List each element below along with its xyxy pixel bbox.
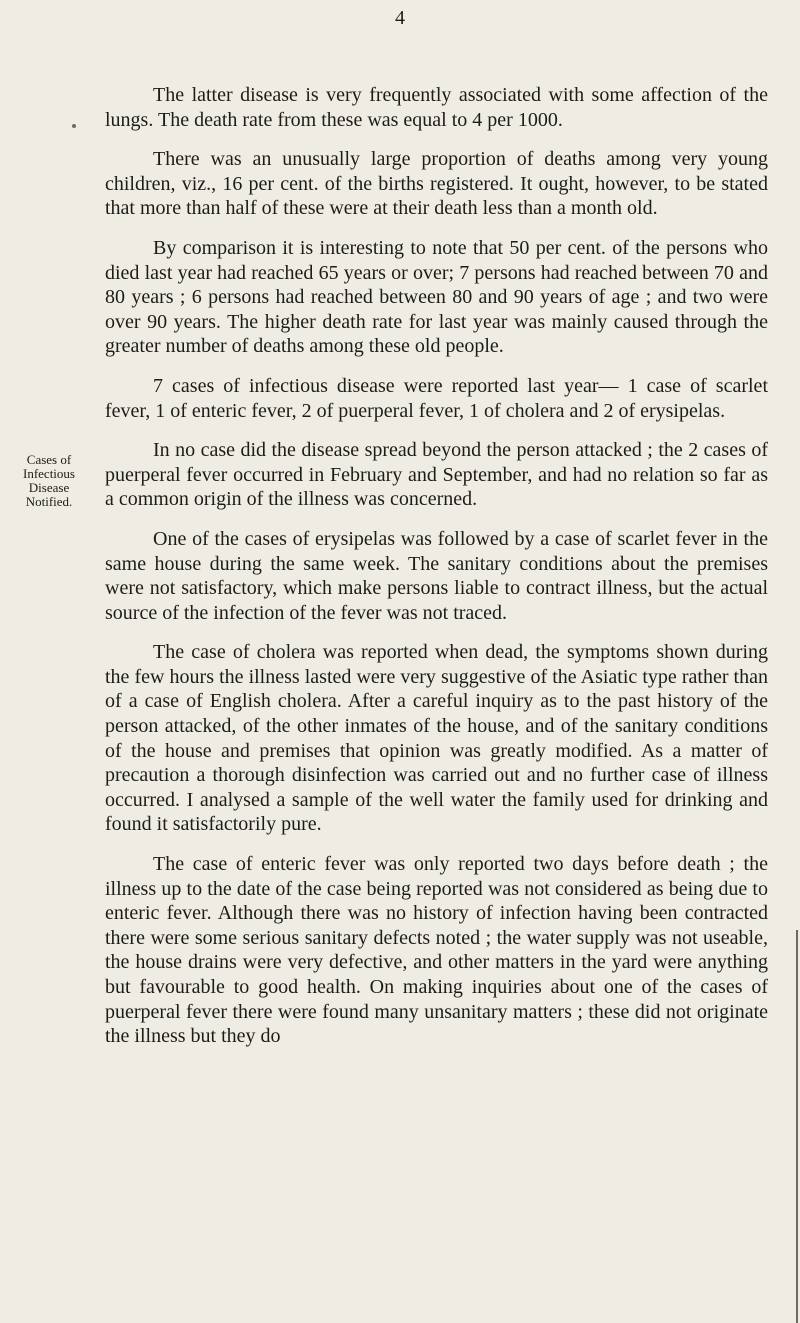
margin-mark	[72, 124, 76, 128]
sidenote-line: Infectious	[23, 466, 75, 481]
body-text	[105, 83, 768, 1064]
sidenote-line: Disease	[28, 480, 70, 495]
paragraph-lung-disease: The latter disease is very frequently associated with some affection of the lungs. The death rate from these was equal to 4 per 1000.	[105, 84, 768, 131]
paragraph-infectious-cases: 7 cases of infectious disease were reported last year— 1 case of scarlet fever, 1 of enteric fever, 2 of puerperal fever, 1 of cholera and 2 of erysipelas.	[105, 374, 768, 422]
paragraph-cholera: The case of cholera was reported when dead, the symptoms shown during the few hours the illness lasted were very suggestive of the Asiatic type rather than of a case of English cholera. After a careful inquiry as to the past history of the person attacked, of the other inmates of the house, and of the sanitary conditions of the house and premises that opinion was greatly modified. As a matter of precaution a thorough disinfection was carried out and no further case of illness occurred. I analysed a sample of the well water the family used for drinking and found it satisfactorily pure.	[105, 641, 768, 836]
paragraph-puerperal-fever: In no case did the disease spread beyond the person attacked ; the 2 cases of puerperal fever occurred in February and September, and had no relation so far as a common origin of the illness was concerned.	[105, 439, 768, 511]
sidenote-line: Notified.	[25, 494, 73, 509]
paragraph-erysipelas: One of the cases of erysipelas was followed by a case of scarlet fever in the same house during the same week. The sanitary conditions about the premises were not satisfactory, which make persons liable to contract illness, but the actual source of the infection of the fever was not traced.	[105, 527, 768, 624]
paragraph-age-comparison: By comparison it is interesting to note that 50 per cent. of the persons who died last year had reached 65 years or over; 7 persons had reached between 70 and 80 years ; 6 persons had reached between 80 and 90 years of age ; and two were over 90 years. The higher death rate for last year was mainly caused through the greater number of deaths among these old people.	[105, 236, 768, 358]
paragraph-child-deaths: There was an unusually large proportion of deaths among very young children, viz., 16 per cent. of the births registered. It ought, however, to be stated that more than half of these were at their death less than a month old.	[105, 148, 768, 220]
page-edge-line	[796, 930, 798, 1323]
paragraph-enteric-fever: The case of enteric fever was only reported two days before death ; the illness up to the date of the case being reported was not considered as being due to enteric fever. Although there was no history of infection having been contracted there were some serious sanitary defects noted ; the water supply was not useable, the house drains were very defective, and other matters in the yard were anything but favourable to good health. On making inquiries about one of the cases of puerperal fever there were found many unsanitary matters ; these did not originate the illness but they do	[105, 853, 768, 1048]
sidenote-cases-of-infectious-disease	[20, 453, 78, 509]
sidenote-line: Cases of	[26, 452, 72, 467]
page-number: 4	[395, 7, 405, 29]
